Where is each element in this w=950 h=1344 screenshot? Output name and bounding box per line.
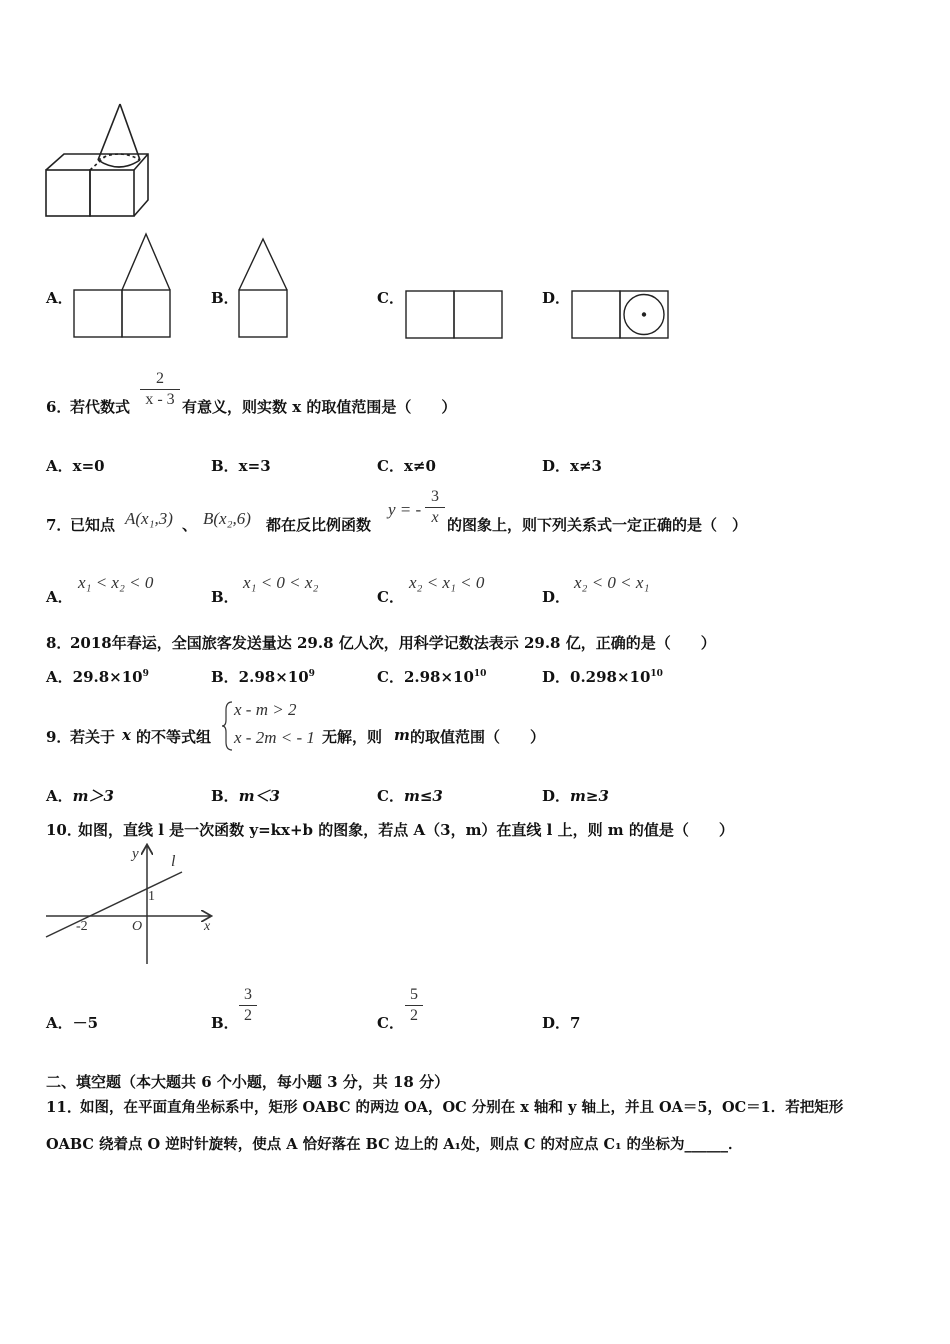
q8-option-a: A．$29.8\times 10^9$ [46, 668, 149, 686]
q7-option-a-expr: x₁ < x₂ < 0 [78, 573, 154, 592]
q9-text-post-1: 无解，则 [322, 728, 383, 746]
q7-text-mid: 都在反比例函数 [266, 516, 372, 534]
q6-number: 6． [46, 398, 72, 416]
q10-option-d: D．7 [542, 1014, 581, 1032]
q10-line-label: l [171, 853, 176, 870]
q10-y-label: y [132, 846, 139, 862]
q7-func-lhs: y = - [388, 500, 422, 519]
q10-option-c-den: 2 [410, 1007, 418, 1024]
q5-option-b-label: B． [211, 289, 239, 307]
q9-text-post-2: 的取值范围（ ） [410, 728, 546, 746]
q9-option-c: C．m≤3 [377, 787, 443, 805]
q10-x-intercept: -2 [76, 919, 88, 934]
q6-option-b: B．x=3 [211, 457, 271, 475]
q7-sep: 、 [182, 516, 198, 534]
q11-number: 11． [46, 1098, 82, 1116]
q5-option-a-view [72, 232, 172, 342]
q5-option-a-label: A． [46, 289, 73, 307]
q5-option-d-label: D． [542, 289, 571, 307]
q7-frac-den: x [431, 509, 439, 526]
q6-option-c: C．x≠0 [377, 457, 436, 475]
q7-option-d-expr: x₂ < 0 < x₁ [574, 573, 650, 592]
q5-option-b-view [237, 237, 292, 342]
q7-option-c-expr: x₂ < x₁ < 0 [409, 573, 485, 592]
q8-number: 8． [46, 634, 72, 652]
q6-text-post: 有意义，则实数 x 的取值范围是（ ） [182, 398, 457, 416]
q8-option-c: C．$2.98\times 10^{10}$ [377, 668, 487, 686]
q7-option-a-label: A． [46, 588, 73, 606]
section-2-title: 二、填空题（本大题共 6 个小题，每小题 3 分，共 18 分） [46, 1073, 450, 1091]
q10-option-c-label: C． [377, 1014, 404, 1032]
q10-y-intercept: 1 [148, 889, 155, 904]
q5-option-d-view [570, 289, 670, 341]
q10-option-b-frac [239, 986, 257, 1025]
q5-option-c-view [404, 289, 504, 341]
q8-option-d: D．$0.298\times 10^{10}$ [542, 668, 663, 686]
q7-number: 7． [46, 516, 72, 534]
q9-option-b: B．m＜3 [211, 787, 280, 805]
q7-option-b-expr: x₁ < 0 < x₂ [243, 573, 319, 592]
q10-option-b-den: 2 [244, 1007, 252, 1024]
q6-text-pre: 若代数式 [70, 398, 131, 416]
q10-origin: O [132, 919, 143, 934]
q9-text-mid: 的不等式组 [136, 728, 212, 746]
q10-option-c-num: 5 [410, 986, 418, 1003]
q9-option-a: A．m＞3 [46, 787, 114, 805]
solid-figure [44, 102, 164, 222]
q6-frac-den: x - 3 [145, 391, 175, 408]
q9-var-m: m [394, 726, 410, 744]
q9-number: 9． [46, 728, 72, 746]
q7-text-pre: 已知点 [70, 516, 116, 534]
q7-text-post: 的图象上，则下列关系式一定正确的是（ ） [447, 516, 748, 534]
q5-option-c-label: C． [377, 289, 404, 307]
q10-option-a: A．－5 [46, 1014, 99, 1032]
q8-option-b: B．$2.98\times 10^9$ [211, 668, 315, 686]
q7-option-b-label: B． [211, 588, 239, 606]
q7-frac-num: 3 [431, 488, 439, 505]
q10-x-label: x [204, 919, 211, 934]
q11-line-1: 如图，在平面直角坐标系中，矩形 OABC 的两边 OA，OC 分别在 x 轴和 y 轴上，并且 OA＝5，OC＝1．若把矩形 [80, 1099, 844, 1116]
q7-fraction [425, 488, 445, 527]
q6-frac-num: 2 [156, 370, 164, 387]
q6-option-d: D．x≠3 [542, 457, 602, 475]
q10-graph [44, 842, 224, 972]
q9-var-x: x [122, 726, 131, 744]
q7-point-a: A(x₁,3) [125, 509, 173, 528]
q11-line-2: OABC 绕着点 O 逆时针旋转，使点 A 恰好落在 BC 边上的 A₁处，则点 C 的对应点 C₁ 的坐标为______． [46, 1136, 743, 1153]
q9-ineq-1: x - m > 2 [234, 700, 297, 719]
q9-brace [222, 700, 234, 752]
q7-option-d-label: D． [542, 588, 571, 606]
q6-option-a: A．x=0 [46, 457, 105, 475]
q10-option-b-label: B． [211, 1014, 239, 1032]
line-l [46, 872, 182, 937]
q9-text-pre: 若关于 [70, 728, 116, 746]
q10-text: 如图，直线 l 是一次函数 y=kx+b 的图象，若点 A（3，m）在直线 l 上，则 m 的值是（ ） [78, 821, 734, 839]
q7-option-c-label: C． [377, 588, 404, 606]
q8-text: 2018年春运，全国旅客发送量达 29.8 亿人次，用科学记数法表示 29.8 亿，正确的是（ ） [70, 634, 716, 652]
q7-point-b: B(x₂,6) [203, 509, 251, 528]
q9-option-d: D．m≥3 [542, 787, 609, 805]
q10-option-c-frac [405, 986, 423, 1025]
q9-ineq-2: x - 2m < - 1 [234, 728, 315, 747]
q6-fraction [140, 370, 180, 409]
q10-number: 10． [46, 821, 82, 839]
q10-option-b-num: 3 [244, 986, 252, 1003]
